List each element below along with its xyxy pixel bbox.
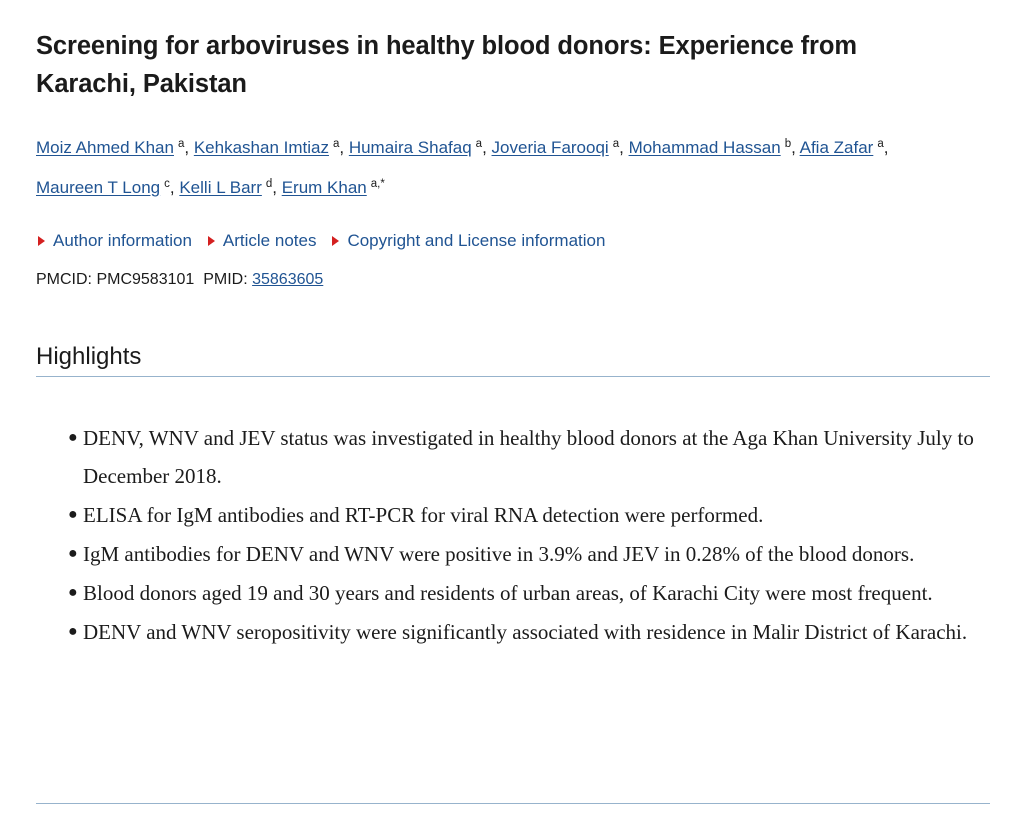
highlight-text: ELISA for IgM antibodies and RT-PCR for viral RNA detection were performed. xyxy=(83,503,764,527)
bullet-icon: ● xyxy=(68,584,78,601)
triangle-right-icon xyxy=(332,236,339,246)
affiliation-marker: b xyxy=(784,138,792,150)
author-list: Moiz Ahmed Khan $^a$, Kehkashan Imtiaz $^a$, Humaira Shafaq $^a$, Joveria Farooqi $^a$, Mohammad Hassan $^b$, Afia Zafar $^a$, Maureen T Long $^c$, Kelli L Barr $^d$, Erum Khan $^{a,*}$ xyxy=(36,138,889,197)
highlight-text: DENV, WNV and JEV status was investigated in healthy blood donors at the Aga Khan University July to December 2018. xyxy=(83,426,974,488)
author-information-toggle[interactable] xyxy=(36,229,192,253)
highlight-item xyxy=(68,535,983,573)
highlight-text: DENV and WNV seropositivity were significantly associated with residence in Malir District of Karachi. xyxy=(83,620,968,644)
author-link[interactable]: Maureen T Long xyxy=(36,178,161,197)
author-link[interactable]: Kehkashan Imtiaz xyxy=(193,138,329,157)
author-link[interactable]: Joveria Farooqi xyxy=(491,138,609,157)
affiliation-marker: c xyxy=(164,178,170,190)
author-link[interactable]: Mohammad Hassan xyxy=(628,138,781,157)
copyright-license-toggle[interactable] xyxy=(330,229,605,253)
author-link[interactable]: Humaira Shafaq xyxy=(348,138,472,157)
author-link[interactable]: Afia Zafar xyxy=(799,138,874,157)
bullet-icon: ● xyxy=(68,623,78,640)
article-identifiers xyxy=(36,268,323,292)
affiliation-marker: a xyxy=(612,138,620,150)
bullet-icon: ● xyxy=(68,506,78,523)
highlight-text: IgM antibodies for DENV and WNV were positive in 3.9% and JEV in 0.28% of the blood donors. xyxy=(83,542,915,566)
highlight-item xyxy=(68,496,983,534)
article-notes-label: Article notes xyxy=(222,231,317,250)
highlight-item xyxy=(68,419,983,495)
section-divider xyxy=(36,376,990,377)
pmid-label: PMID: xyxy=(203,271,248,288)
article-info-toggles xyxy=(36,229,605,253)
highlights-list xyxy=(68,419,983,652)
affiliation-marker: a xyxy=(177,138,185,150)
affiliation-marker: d xyxy=(265,178,273,190)
article-title: Screening for arboviruses in healthy blood donors: Experience from Karachi, Pakistan xyxy=(36,32,857,98)
article-notes-toggle[interactable] xyxy=(206,229,317,253)
highlights-heading: Highlights xyxy=(36,343,142,370)
highlight-text: Blood donors aged 19 and 30 years and residents of urban areas, of Karachi City were most frequent. xyxy=(83,581,933,605)
section-divider xyxy=(36,803,990,804)
affiliation-marker: a,* xyxy=(370,178,385,190)
copyright-license-label: Copyright and License information xyxy=(347,231,606,250)
author-link[interactable]: Kelli L Barr xyxy=(179,178,262,197)
highlight-item xyxy=(68,574,983,612)
pmcid-label: PMCID: xyxy=(36,271,92,288)
highlight-item xyxy=(68,613,983,651)
triangle-right-icon xyxy=(208,236,215,246)
affiliation-marker: a xyxy=(475,138,483,150)
affiliation-marker: a xyxy=(332,138,340,150)
affiliation-marker: a xyxy=(877,138,884,150)
bullet-icon: ● xyxy=(68,429,78,446)
pmid-link[interactable]: 35863605 xyxy=(252,271,324,288)
author-information-label: Author information xyxy=(53,231,192,250)
pmcid-value: PMC9583101 xyxy=(96,271,195,288)
author-link[interactable]: Erum Khan xyxy=(281,178,367,197)
author-link[interactable]: Moiz Ahmed Khan xyxy=(36,138,174,157)
triangle-right-icon xyxy=(38,236,45,246)
bullet-icon: ● xyxy=(68,545,78,562)
